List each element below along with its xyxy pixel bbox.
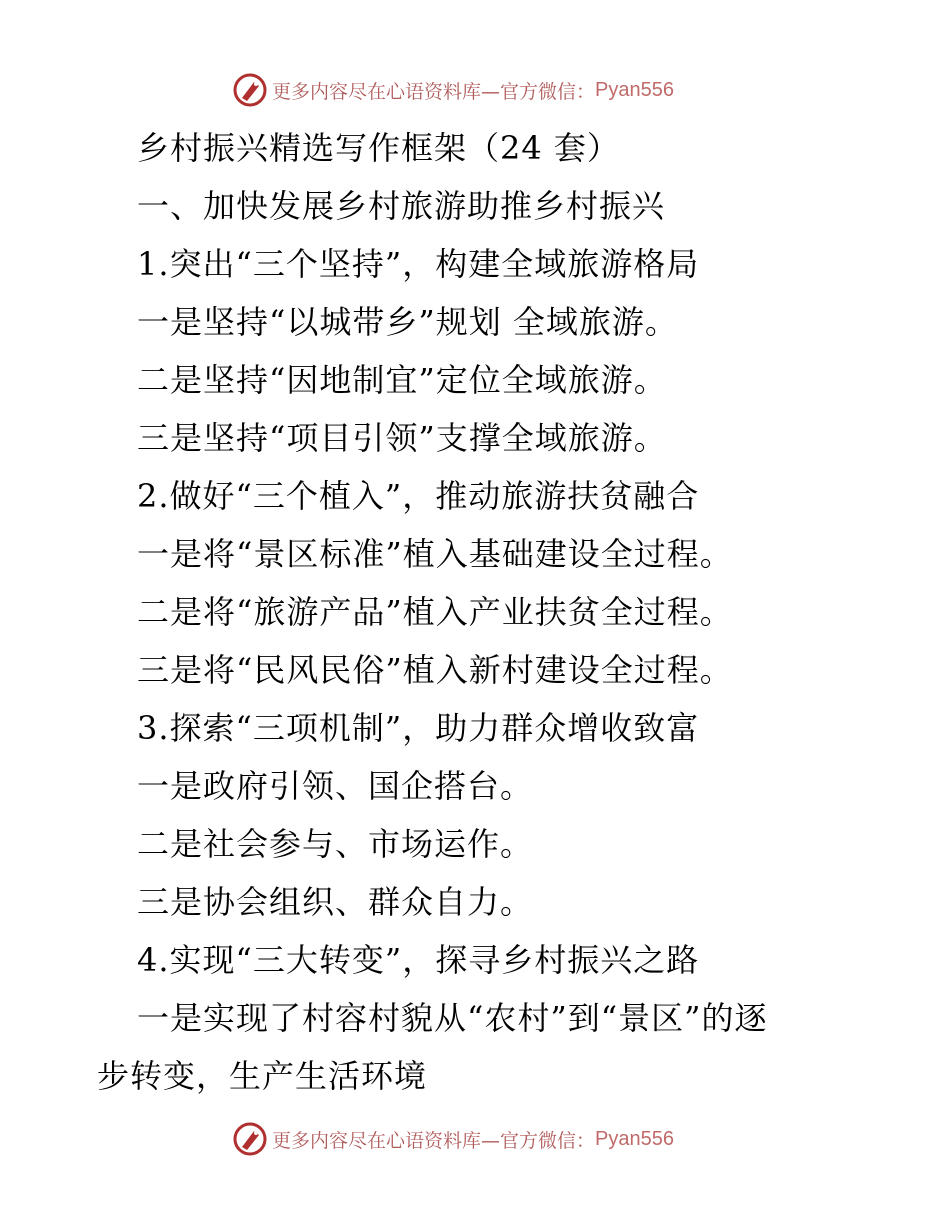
point-line: 一是将“景区标准”植入基础建设全过程。 <box>137 535 733 573</box>
header-watermark <box>232 71 674 109</box>
watermark-id: Pyan556 <box>595 78 674 101</box>
document-title: 乡村振兴精选写作框架（24 套） <box>137 129 620 167</box>
point-line: 三是坚持“项目引领”支撑全域旅游。 <box>137 419 667 457</box>
point-line-continuation: 步转变，生产生活环境 <box>97 1057 428 1095</box>
footer-watermark <box>232 1120 674 1158</box>
pen-logo-icon <box>232 1121 268 1157</box>
document-body <box>97 119 867 1105</box>
watermark-text: 更多内容尽在心语资料库—官方微信： <box>272 80 596 103</box>
point-line: 二是社会参与、市场运作。 <box>137 825 534 863</box>
subheading-3: 3.探索“三项机制”，助力群众增收致富 <box>137 709 700 747</box>
subheading-1: 1.突出“三个坚持”，构建全域旅游格局 <box>137 245 700 283</box>
point-line: 三是协会组织、群众自力。 <box>137 883 534 921</box>
pen-logo-icon <box>232 72 268 108</box>
watermark-text: 更多内容尽在心语资料库—官方微信： <box>272 1129 596 1152</box>
subheading-4: 4.实现“三大转变”，探寻乡村振兴之路 <box>137 941 700 979</box>
section-heading: 一、加快发展乡村旅游助推乡村振兴 <box>137 187 666 225</box>
subheading-2: 2.做好“三个植入”，推动旅游扶贫融合 <box>137 477 700 515</box>
point-line: 一是坚持“以城带乡”规划 全域旅游。 <box>137 303 678 341</box>
point-line: 二是坚持“因地制宜”定位全域旅游。 <box>137 361 667 399</box>
watermark-id: Pyan556 <box>595 1127 674 1150</box>
point-line: 三是将“民风民俗”植入新村建设全过程。 <box>137 651 733 689</box>
point-line: 二是将“旅游产品”植入产业扶贫全过程。 <box>137 593 733 631</box>
point-line: 一是政府引领、国企搭台。 <box>137 767 534 805</box>
point-line: 一是实现了村容村貌从“农村”到“景区”的逐 <box>137 999 768 1037</box>
